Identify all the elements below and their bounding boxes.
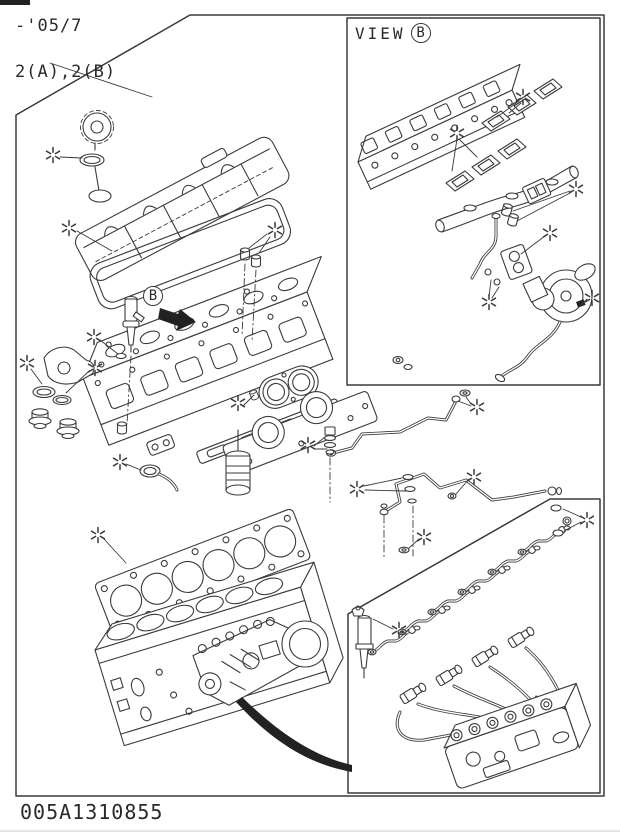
scan-artifact <box>0 0 30 5</box>
asterisk-marker <box>21 356 34 371</box>
thermostat <box>57 419 79 439</box>
asterisk-marker <box>351 482 364 497</box>
turbocharger <box>500 244 598 322</box>
view-b-cylinder-head <box>350 64 542 189</box>
pipe-washer <box>553 530 563 536</box>
asterisk-marker <box>544 226 557 241</box>
asterisk-marker <box>63 221 76 236</box>
injector-seal <box>116 354 126 359</box>
asterisk-marker <box>483 295 496 310</box>
view-balloon: B <box>411 23 431 43</box>
asterisk-marker <box>570 182 583 197</box>
thermostat-housing <box>29 347 94 438</box>
drawing-number: 005A1310855 <box>20 800 164 824</box>
asterisk-marker <box>92 528 105 543</box>
injector-clamp <box>352 607 364 616</box>
pump-inset-content <box>352 505 596 790</box>
detail-callout-curve <box>236 697 352 772</box>
view-b-box <box>347 18 600 385</box>
small-fittings <box>118 422 178 490</box>
pipe-washer <box>551 505 561 511</box>
filler-cap-seal <box>80 154 111 202</box>
revision-note-line1: -'05/7 <box>15 16 83 36</box>
pipe-bolt <box>485 269 491 275</box>
flywheel-housing <box>282 621 328 667</box>
injection-pump <box>438 683 596 789</box>
banjo-bolt <box>325 427 335 435</box>
asterisk-marker <box>471 400 484 415</box>
thermostat <box>29 409 51 429</box>
detail-balloon-b: B <box>143 286 163 306</box>
pipe-bolt <box>494 279 500 285</box>
revision-note <box>15 15 116 84</box>
view-label-text: VIEW <box>355 23 406 43</box>
applicability-note: 2(A),2(B) <box>15 62 117 82</box>
inset-fitting <box>393 357 412 370</box>
oil-filler-cap <box>81 111 114 151</box>
asterisk-marker <box>114 455 127 470</box>
asterisk-marker <box>47 148 60 163</box>
asterisk-marker <box>581 513 594 528</box>
asterisk-marker <box>269 223 282 238</box>
sealing-washer <box>460 390 470 396</box>
view-inset-label <box>355 23 431 43</box>
inset-injector <box>352 606 373 678</box>
asterisk-marker <box>418 530 431 545</box>
view-b-content <box>350 64 598 383</box>
